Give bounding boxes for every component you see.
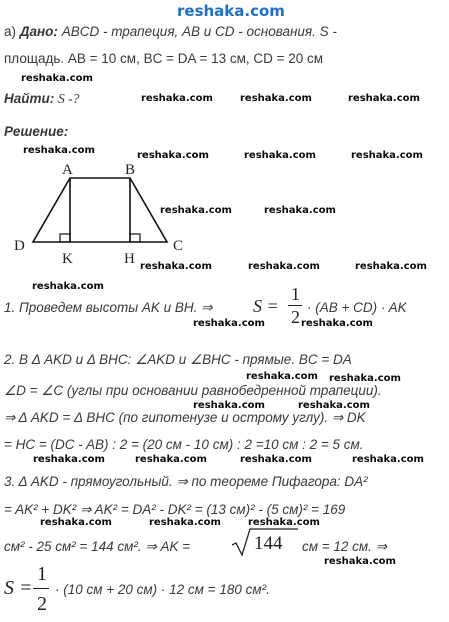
watermark: reshaka.com bbox=[33, 454, 105, 465]
watermark: reshaka.com bbox=[248, 261, 320, 272]
given-line-2: площадь. AB = 10 см, BC = DA = 13 см, CD = 20 см bbox=[4, 51, 324, 66]
watermark: reshaka.com bbox=[141, 93, 213, 104]
final-fraction-bar bbox=[33, 588, 49, 589]
given-heading: Дано: bbox=[19, 24, 58, 39]
step-3-line-1: 3. Δ AKD - прямоугольный. ⇒ по теореме Пифагора: DA² bbox=[4, 474, 368, 489]
step-2-line-4: = HC = (DC - AB) : 2 = (20 см - 10 см) : 2 =10 см : 2 = 5 см. bbox=[4, 437, 364, 452]
watermark: reshaka.com bbox=[351, 150, 423, 161]
step-1-formula-rhs: · (AB + CD) · AK bbox=[307, 300, 407, 315]
solution-heading: Решение: bbox=[4, 124, 69, 139]
find-label: Найти: bbox=[4, 91, 55, 106]
watermark: reshaka.com bbox=[348, 93, 420, 104]
vertex-c: C bbox=[173, 238, 184, 254]
step-2-line-1: 2. В Δ AKD и Δ BHC: ∠AKD и ∠BHC - прямые. BC = DA bbox=[4, 352, 352, 367]
vertex-a: A bbox=[62, 162, 73, 178]
watermark: reshaka.com bbox=[32, 281, 104, 292]
given-line-1 bbox=[4, 24, 337, 39]
vertex-b: B bbox=[125, 162, 136, 178]
watermark: reshaka.com bbox=[246, 371, 318, 382]
watermark: reshaka.com bbox=[298, 400, 370, 411]
watermark: reshaka.com bbox=[149, 517, 221, 528]
watermark: reshaka.com bbox=[324, 556, 396, 567]
vertex-k: K bbox=[62, 251, 73, 267]
final-fraction-den: 2 bbox=[37, 593, 47, 615]
final-formula-lhs: S = bbox=[4, 577, 33, 599]
watermark: reshaka.com bbox=[193, 318, 265, 329]
watermark: reshaka.com bbox=[193, 400, 265, 411]
watermark: reshaka.com bbox=[140, 261, 212, 272]
watermark: reshaka.com bbox=[352, 454, 424, 465]
site-logo[interactable]: reshaka.com bbox=[177, 2, 285, 20]
trapezoid-outline bbox=[33, 178, 167, 242]
find-line bbox=[4, 91, 79, 107]
watermark: reshaka.com bbox=[21, 73, 93, 84]
watermark: reshaka.com bbox=[264, 205, 336, 216]
watermark: reshaka.com bbox=[301, 318, 373, 329]
vertex-d: D bbox=[14, 238, 25, 254]
watermark: reshaka.com bbox=[240, 454, 312, 465]
watermark: reshaka.com bbox=[23, 145, 95, 156]
watermark: reshaka.com bbox=[240, 93, 312, 104]
watermark: reshaka.com bbox=[355, 261, 427, 272]
final-fraction-num: 1 bbox=[37, 563, 47, 585]
find-text: S -? bbox=[58, 91, 80, 106]
step-1-formula-lhs: S = bbox=[253, 296, 279, 316]
watermark: reshaka.com bbox=[244, 150, 316, 161]
sqrt-value: 144 bbox=[254, 533, 283, 554]
final-formula-rhs: · (10 см + 20 см) · 12 см = 180 см². bbox=[55, 582, 270, 597]
watermark: reshaka.com bbox=[137, 150, 209, 161]
given-label: а) bbox=[4, 24, 20, 39]
right-angle-k bbox=[60, 234, 70, 242]
step-1-text: 1. Проведем высоты AK и BH. ⇒ bbox=[4, 300, 213, 315]
watermark: reshaka.com bbox=[329, 373, 401, 384]
vertex-h: H bbox=[124, 251, 135, 267]
right-angle-h bbox=[130, 234, 140, 242]
given-text-1: ABCD - трапеция, AB и CD - основания. S - bbox=[61, 24, 337, 39]
watermark: reshaka.com bbox=[40, 517, 112, 528]
step-3-line-3b: см = 12 см. ⇒ bbox=[302, 539, 387, 554]
step-1-fraction-num: 1 bbox=[291, 284, 300, 304]
step-2-line-3: ⇒ Δ AKD = Δ BHC (по гипотенузе и острому углу). ⇒ DK bbox=[4, 410, 366, 425]
step-2-line-2: ∠D = ∠C (углы при основании равнобедренной трапеции). bbox=[4, 383, 382, 398]
step-3-line-3a: см² - 25 см² = 144 см². ⇒ AK = bbox=[4, 539, 191, 554]
step-1-fraction-den: 2 bbox=[291, 307, 300, 327]
step-3-line-2: = AK² + DK² ⇒ AK² = DA² - DK² = (13 см)² - (5 см)² = 169 bbox=[4, 502, 346, 517]
watermark: reshaka.com bbox=[135, 454, 207, 465]
step-1-fraction-bar bbox=[288, 305, 302, 306]
watermark: reshaka.com bbox=[160, 205, 232, 216]
watermark: reshaka.com bbox=[248, 517, 320, 528]
